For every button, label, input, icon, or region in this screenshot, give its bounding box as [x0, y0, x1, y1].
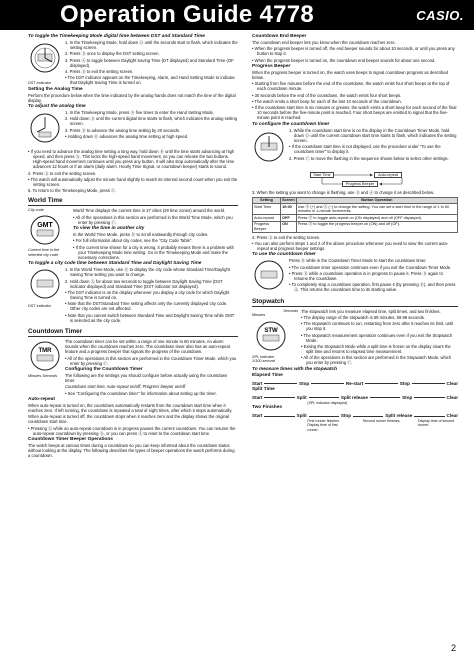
- progress-text: • 30 seconds before the end of the countdown, the watch emits four short beeps.: [252, 92, 402, 98]
- toggle-tk-heading: To toggle the Timekeeping Mode digital time between DST and Standard Time: [28, 34, 205, 39]
- beeper-ops-heading: Countdown Timer Beeper Operations: [28, 436, 113, 442]
- config-heading: Configuring the Countdown Timer: [65, 366, 143, 372]
- split-caption: SPL indicator: [252, 354, 275, 359]
- seq-step: Clear: [446, 380, 459, 386]
- toggle-city-step: 1. In the World Time Mode, use Ⓑ to display the city code whose Standard Time/Daylight Saving Time setting you want to change.: [65, 267, 230, 278]
- config-text: • See "Configuring the countdown timer" for information about setting up the timer.: [65, 390, 217, 396]
- table-cell: Auto-repeat: [253, 215, 281, 221]
- watch-illustration-icon: [28, 40, 62, 87]
- adjust-note: 5. To return to the Timekeeping Mode, press Ⓒ.: [28, 188, 117, 194]
- adjust-step: • Holding down Ⓑ advances the analog time setting at high speed.: [65, 134, 189, 139]
- adjust-note: • If you need to advance the analog time setting a long way, hold down Ⓑ until the time starts advancing at high speed, and then press Ⓐ. This locks the high-speed hand movement, so you can release the two buttons. High-speed hand movement continues until you press any button. It will also stop automatically after the time advances 12 hours or if an alarm (daily alarm, Hourly Time Signal, or countdown beeper) starts to sound.: [28, 149, 235, 170]
- progress-heading: Progress Beeper: [252, 63, 291, 69]
- configure-heading: To configure the countdown timer: [252, 121, 330, 127]
- end-beeper-text: The countdown end beeper lets you know when the countdown reaches zero.: [252, 40, 396, 45]
- use-heading: To use the countdown timer: [252, 252, 316, 258]
- left-column: [28, 34, 238, 459]
- flow-auto-repeat: Auto-repeat: [374, 172, 402, 178]
- table-cell: Press Ⓑ to toggle the progress beeper on (ON) and off (OF).: [296, 221, 457, 232]
- stopwatch-text: The stopwatch lets you measure elapsed time, split times, and two finishes.: [301, 308, 441, 314]
- stopwatch-text: • The stopwatch measurement operation continues even if you exit the Stopwatch Mode.: [301, 332, 453, 343]
- toggle-city-heading: To toggle a city code time between Standard Time and Daylight Saving Time: [28, 261, 202, 267]
- countdown-watch-icon: [28, 339, 62, 397]
- stopwatch-seconds-caption: Seconds: [283, 308, 298, 313]
- configure-step: 1. While the countdown start time is on the display in the Countdown Timer Mode, hold down Ⓓ until the current countdown start time starts to flash, which indicates the setting screen.: [289, 127, 457, 143]
- hundredth-caption: 1/100 second: [252, 359, 275, 364]
- settings-flow-diagram: [252, 171, 458, 187]
- stopwatch-text: • Exiting the Stopwatch Mode while a split time is frozen on the display clears the split time and returns to elapsed time measurement.: [301, 343, 451, 354]
- config-text: Countdown start time; Auto-repeat on/off; Progress beeper on/off: [65, 384, 186, 390]
- split-sub: (SPL indicator displayed): [307, 400, 348, 405]
- autorepeat-text: • Pressing Ⓓ while an auto-repeat countdown is in progress pauses the current countdown. You can resume the auto-repeat countdown by pressing Ⓓ, or you can press Ⓐ to reset to the countdown start time.: [28, 425, 236, 436]
- svg-text:STW: STW: [264, 327, 278, 334]
- adjust-step: 2. Hold down Ⓓ until the current digital time starts to flash, which indicates the analog setting screen.: [65, 116, 238, 127]
- two-sub: Display time of second runner.: [417, 419, 455, 428]
- seq-step: Split release: [340, 394, 368, 400]
- countdown-title: Countdown Timer: [28, 328, 238, 337]
- stopwatch-text: • The display range of the stopwatch is 59 minutes, 59.99 seconds.: [301, 314, 426, 320]
- table-cell: OFF: [281, 215, 297, 221]
- end-beeper-text: • When the progress beeper is turned on, the countdown end beeper sounds for about one second.: [252, 57, 436, 63]
- svg-text:GMT: GMT: [37, 222, 53, 230]
- flow-start-time: Start Time: [310, 172, 334, 178]
- toggle-tk-step: 3. Press Ⓐ to toggle between Daylight Saving Time (DT displayed) and Standard Time (OF displayed).: [65, 57, 234, 68]
- stopwatch-minutes-caption: Minutes: [252, 313, 266, 318]
- autorepeat-text: When auto-repeat is turned on, the countdown automatically restarts from the countdown start time when it reaches zero. If left running, the countdown is repeated a total of eight times, after which it stops automatically.: [28, 402, 233, 413]
- seq-step: Stop: [299, 380, 310, 386]
- settings-table: [252, 197, 458, 233]
- toggle-tk-step: 4. Press Ⓓ to exit the setting screen.: [65, 69, 134, 75]
- toggle-tk-step: 2. Press Ⓓ once to display the DST setting screen.: [65, 51, 160, 57]
- table-row: [253, 221, 458, 232]
- progress-text: • Starting from five minutes before the end of the countdown, the watch emits four short beeps at the top of each countdown minute.: [252, 81, 450, 92]
- use-text: • Press Ⓑ while a countdown operation is in progress to pause it. Press Ⓑ again to resume the countdown.: [289, 270, 443, 281]
- end-beeper-text: • When the progress beeper is turned off, the end beeper sounds for about 10 seconds, or until you press any button to stop it.: [252, 46, 455, 57]
- seq-step: Re-start: [345, 380, 364, 386]
- svg-text:TMR: TMR: [38, 348, 52, 355]
- use-watch-icon: [252, 258, 286, 293]
- seq-step: Stop: [340, 413, 352, 419]
- dst-caption-2: DST indicator: [28, 304, 52, 309]
- countdown-text: The countdown timer can be set within a range of one minute to 60 minutes. An alarm sounds when the countdown reaches zero. The countdown timer also has an auto-repeat feature and a progress beeper that signals the progress of the countdown.: [65, 339, 230, 355]
- dst-caption: DST indicator: [28, 81, 52, 86]
- seq-step: Clear: [446, 413, 459, 419]
- table-header: Screen: [282, 198, 295, 203]
- table-cell: ON: [281, 221, 297, 232]
- toggle-city-step: • Note that you cannot switch between Standard Time and Daylight Saving Time while GMT is selected as the city code.: [65, 312, 235, 323]
- world-time-watch-icon: [28, 208, 70, 261]
- stopwatch-title: Stopwatch: [252, 298, 458, 307]
- world-time-title: World Time: [28, 197, 238, 206]
- adjust-note: • The watch will automatically adjust the minute hand slightly to match its internal second count when you exit the setting screen.: [28, 177, 238, 188]
- use-text: • The countdown timer operation continues even if you exit the Countdown Timer Mode.: [289, 264, 452, 270]
- countdown-text: • All of the operations in this section are performed in the Countdown Timer Mode, which you enter by pressing Ⓒ.: [65, 355, 237, 366]
- analog-watch-icon: [28, 110, 62, 149]
- autorepeat-heading: Auto-repeat: [28, 396, 55, 402]
- adjust-note: 4. Press Ⓓ to exit the setting screen.: [28, 170, 97, 176]
- two-sub: Second runner finishes.: [362, 419, 401, 424]
- measure-heading: To measure times with the stopwatch: [252, 366, 338, 372]
- table-cell: Progress Beeper: [253, 221, 281, 232]
- current-time-caption: Current time in the selected city code: [28, 248, 60, 257]
- use-text: • To completely stop a countdown operation, first pause it (by pressing Ⓑ), and then press Ⓐ. This returns the countdown time to its starting value.: [289, 282, 456, 293]
- configure-step: • If the countdown start time is not displayed, use the procedure under "To use the countdown timer" to display it.: [289, 144, 441, 155]
- stopwatch-watch-icon: [252, 309, 298, 367]
- view-text: • For full information about city codes, see the "City Code Table".: [73, 238, 193, 244]
- autorepeat-text: When auto-repeat is turned off, the countdown stops when it reaches zero and the display shows the original countdown start time.: [28, 414, 230, 425]
- seq-step: Start: [252, 413, 263, 419]
- view-text: In the World Time Mode, press Ⓑ to scroll eastwardly through city codes.: [73, 232, 209, 238]
- toggle-city-step: • Note that the DST/Standard Time setting affects only the currently displayed city code. Other city codes are not affected.: [65, 301, 228, 312]
- minutes-caption: Minutes: [28, 374, 42, 379]
- configure-step: 2. Press Ⓒ to move the flashing in the sequence shown below to select other settings.: [289, 155, 449, 161]
- table-row: [253, 204, 458, 215]
- seconds-caption: Seconds: [42, 374, 58, 379]
- stopwatch-text: • All of the operations in this section are performed in the Stopwatch Mode, which you enter by pressing Ⓒ.: [301, 355, 452, 366]
- city-code-caption: City code: [28, 208, 44, 213]
- progress-text: • If the countdown start time is six minutes or greater, the watch emits a short beep for each second of the final 10 seconds before the five-minute point is reached. Four short beeps are emitted to signal that the five-minute point is reached.: [252, 105, 457, 121]
- seq-step: Clear: [446, 394, 459, 400]
- view-text: • If the current time shown for a city is wrong, it probably means there is a problem with your Timekeeping Mode time setting. Go to the Timekeeping Mode and make the necessary corrections.: [73, 244, 234, 260]
- analog-text: Perform the procedure below when the time indicated by the analog hands does not match the time of the digital display.: [28, 92, 236, 103]
- configure-after: 4. Press Ⓓ to exit the setting screen.: [252, 234, 321, 240]
- toggle-city-step: • The DST indicator is on the display whenever you display a city code for which Daylight Saving Time is turned on.: [65, 289, 230, 300]
- two-finishes-label: Two Finishes: [252, 405, 283, 411]
- brand-logo: CASIO.: [416, 8, 464, 23]
- table-cell: 10:00: [281, 204, 297, 215]
- progress-text: When the progress beeper is turned on, the watch uses beeps to signal countdown progress as described below.: [252, 69, 448, 81]
- configure-watch-icon: [252, 128, 286, 169]
- configure-after: • You can also perform steps 1 and 2 of the above procedure whenever you need to view the current auto-repeat and progress beeper settings.: [252, 240, 449, 251]
- progress-text: • The watch emits a short beep for each of the last 10 seconds of the countdown.: [252, 98, 402, 104]
- view-heading: To view the time in another city: [73, 226, 145, 232]
- table-header: Setting: [253, 197, 281, 203]
- world-text: World Time displays the current time in 27 cities (29 time zones) around the world.: [73, 208, 226, 214]
- two-sub: First runner finishes. Display time of first runner.: [307, 419, 340, 432]
- stopwatch-text: • The stopwatch continues to run, restarting from zero after it reaches its limit, until you stop it.: [301, 321, 454, 332]
- seq-step: Split: [296, 413, 307, 419]
- seq-step: Stop: [399, 380, 410, 386]
- page-number: 2: [450, 643, 456, 653]
- config-text: The following are the settings you should configure before actually using the countdown timer.: [65, 372, 228, 383]
- seq-step: Stop: [402, 394, 413, 400]
- toggle-city-step: 2. Hold down Ⓐ for about two seconds to toggle between Daylight Saving Time (DST indicator displayed) and Standard Time (DST indicator not displayed).: [65, 278, 223, 289]
- toggle-tk-step: • The DST indicator appears on the Timekeeping, Alarm, and Hand Setting Mode to indicate that Daylight Saving Time is turned on.: [65, 75, 235, 86]
- page-header: [0, 0, 474, 30]
- table-cell: Start Time: [253, 204, 281, 215]
- adjust-step: 3. Press Ⓑ to advance the analog time setting by 20 seconds.: [65, 127, 180, 133]
- end-beeper-heading: Countdown End Beeper: [252, 34, 307, 39]
- world-text: • All of the operations in this section are performed in the World Time Mode, which you enter by pressing Ⓒ.: [73, 214, 233, 225]
- right-column: [252, 34, 458, 432]
- analog-heading: Setting the Analog Time: [28, 86, 83, 92]
- adjust-step: 1. In the Timekeeping Mode, press Ⓑ five times to enter the Hand Setting Mode.: [65, 110, 214, 116]
- page-title: Operation Guide 4778: [60, 1, 315, 28]
- seq-step: Split: [296, 394, 307, 400]
- elapsed-label: Elapsed Time: [252, 372, 283, 378]
- seq-step: Start: [252, 380, 263, 386]
- seq-step: Split release: [385, 413, 413, 419]
- table-header: Button Operation: [296, 197, 457, 203]
- flow-progress-beeper: Progress Beeper: [342, 181, 378, 187]
- table-cell: Press Ⓑ to toggle auto-repeat on (ON displayed) and off (OFF displayed).: [296, 215, 457, 221]
- adjust-heading: To adjust the analog time: [28, 104, 86, 110]
- split-label: Split Time: [252, 386, 275, 392]
- configure-step-3: 3. When the setting you want to change is flashing, use Ⓑ and Ⓐ to change it as described below.: [252, 189, 435, 195]
- seq-step: Start: [252, 394, 263, 400]
- toggle-tk-step: 1. In the Timekeeping Mode, hold down Ⓓ until the seconds start to flash, which indicates the setting screen.: [65, 40, 238, 51]
- beeper-ops-text: The watch beeps at various times during a countdown so you can keep informed about the countdown status without looking at the display. The following describes the types of beeper operations the watch performs during a countdown.: [28, 442, 235, 459]
- stopwatch-sequences: [252, 373, 458, 433]
- table-cell: Use Ⓑ (+) and Ⓐ (−) to change the setting. You can set a start time in the range of 1 to 60 minutes in 1-minute increments.: [296, 204, 457, 215]
- dst-watch-icon: [28, 267, 62, 324]
- use-text: Press Ⓑ while in the Countdown Timer Mode to start the countdown timer.: [289, 258, 427, 264]
